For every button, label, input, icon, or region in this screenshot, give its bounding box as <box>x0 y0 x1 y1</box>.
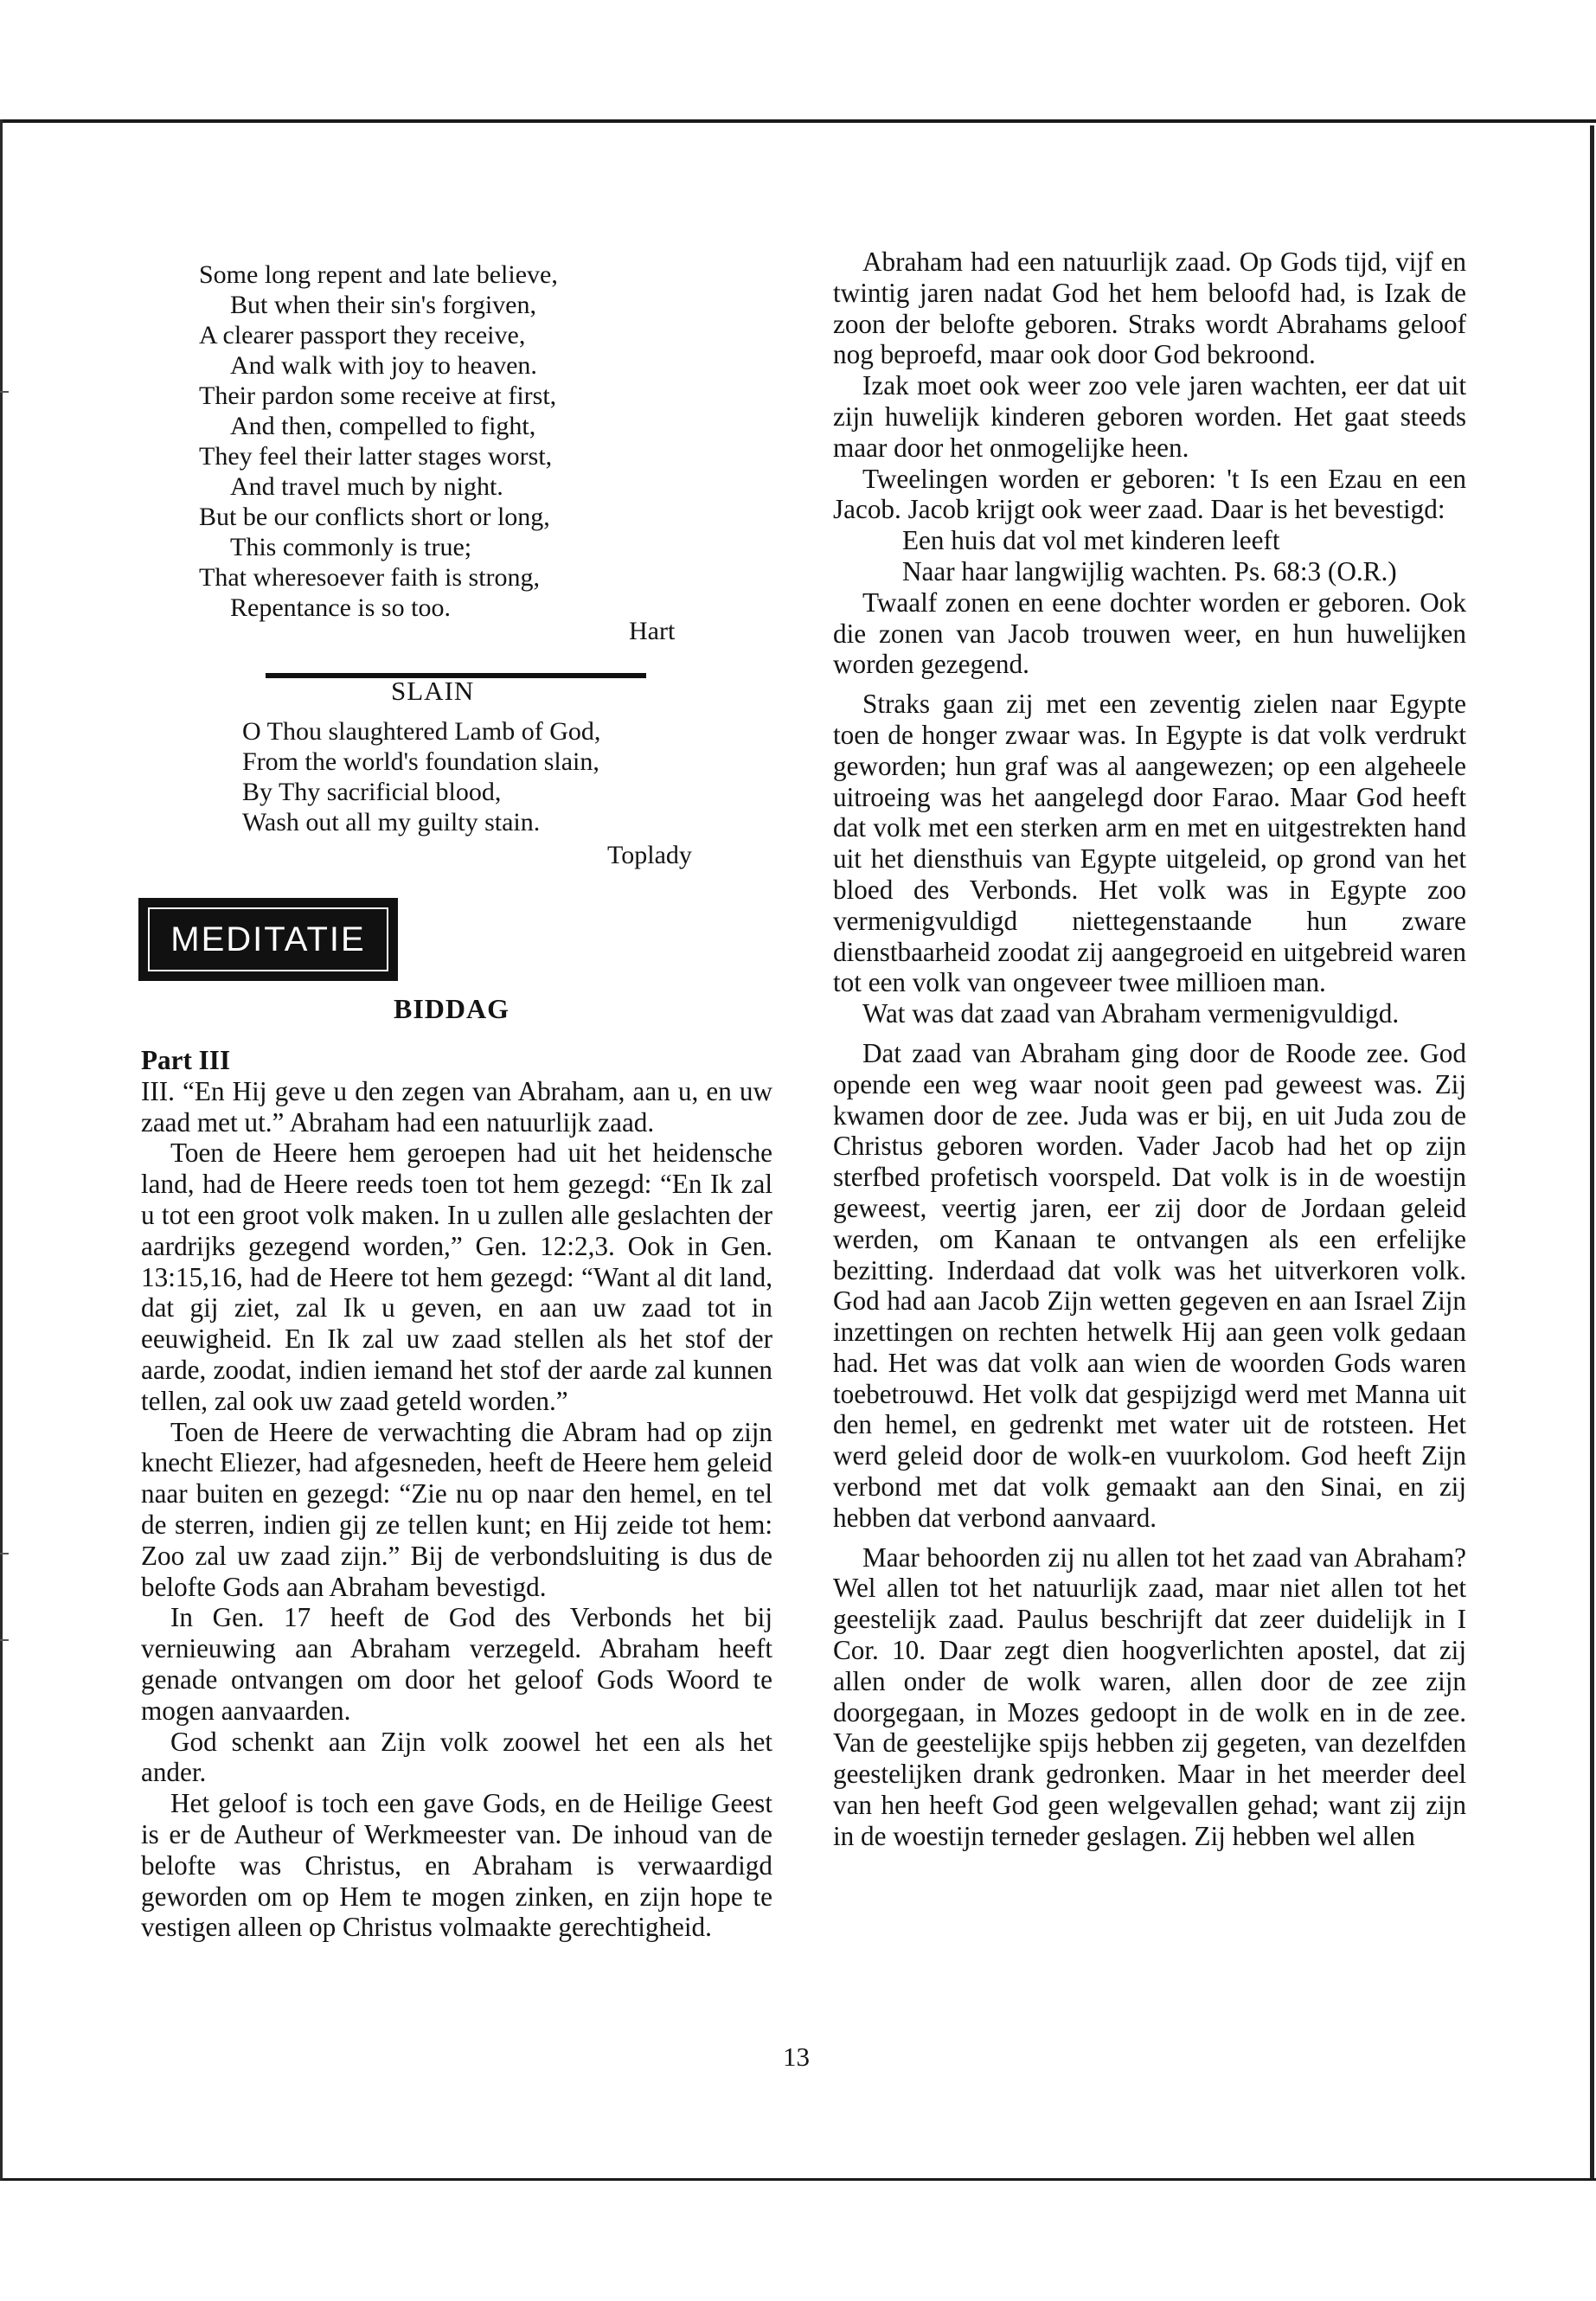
slain-title: SLAIN <box>391 676 475 706</box>
verse-line: Een huis dat vol met kinderen leeft <box>902 525 1280 556</box>
poem-line: Some long repent and late believe, <box>199 260 558 289</box>
poem-line: O Thou slaughtered Lamb of God, <box>242 717 601 746</box>
scan-border-left <box>0 119 3 2180</box>
scan-border-bottom <box>0 2178 1596 2181</box>
poem-line: A clearer passport they receive, <box>199 321 526 349</box>
paragraph: Toen de Heere hem geroepen had uit het heidensche land, had de Heere reeds toen tot hem gezegd: “En Ik zal u tot een groot volk maken. In u zullen alle geslachten der aardrijks gezegend worden,” Gen. 12:2,3. Ook in Gen. 13:15,16, had de Heere tot hem gezegd: “Want al dit land, dat gij ziet, zal Ik u geven, en aan uw zaad tot in eeuwigheid. En Ik zal uw zaad stellen als het stof der aarde, zoodat, indien iemand het stof der aarde zal kunnen tellen, zal ook uw zaad geteld worden.” <box>141 1138 772 1416</box>
poem-line: And travel much by night. <box>230 472 503 501</box>
poem-line: This commonly is true; <box>230 533 472 561</box>
poem-line: But when their sin's forgiven, <box>230 291 536 319</box>
poem-line: Wash out all my guilty stain. <box>242 808 541 836</box>
scan-mark <box>0 1553 9 1554</box>
poem-line: That wheresoever faith is strong, <box>199 563 541 592</box>
scan-border-top <box>0 119 1596 123</box>
paragraph: God schenkt aan Zijn volk zoowel het een als het ander. <box>141 1726 772 1788</box>
paragraph: Het geloof is toch een gave Gods, en de Heilige Geest is er de Autheur of Werkmeester van. De inhoud van de belofte was Christus, en Abraham is verwaardigd geworden om op Hem te mogen zinken, en zijn hope te vestigen alleen op Christus volmaakte gerechtigheid. <box>141 1788 772 1943</box>
verse-line: Naar haar langwijlig wachten. Ps. 68:3 (O.R.) <box>902 555 1397 586</box>
meditatie-badge <box>138 898 398 981</box>
section-heading: BIDDAG <box>394 993 510 1024</box>
paragraph: Izak moet ook weer zoo vele jaren wachten, eer dat uit zijn huwelijk kinderen geboren worden. Het gaat steeds maar door het onmogelijke heen. <box>833 370 1466 463</box>
left-column <box>141 1045 772 1943</box>
scan-border-right <box>1590 125 1594 2178</box>
paragraph: Toen de Heere de verwachting die Abram had op zijn knecht Eliezer, had afgesneden, heeft de Heere hem geleid naar buiten en gezegd: “Zie nu op naar den hemel, en tel de sterren, indien gij ze tellen kunt; en Hij zeide tot hem: Zoo zal uw zaad zijn.” Bij de verbondsluiting is dus de belofte Gods aan Abraham bevestigd. <box>141 1416 772 1602</box>
poem-line: And walk with joy to heaven. <box>230 351 537 380</box>
paragraph: Dat zaad van Abraham ging door de Roode zee. God opende een weg waar nooit geen pad geweest was. Zij kwamen door de zee. Juda was er bij, en uit Juda zou de Christus geboren worden. Vader Jacob had het op zijn sterfbed profetisch voorspeld. Dat volk is in de woestijn geweest, veertig jaren, eer zij door de Jordaan geleid werden, om Kanaan te ontvangen als een erfelijke bezitting. Inderdaad dat volk was het uitverkoren volk. God had aan Jacob Zijn wetten gegeven en aan Israel Zijn inzettingen on rechten hetwelk Hij aan geen volk gedaan had. Het was dat volk aan wien de woorden Gods waren toebetrouwd. Het volk dat gespijzigd werd met Manna uit den hemel, en gedrenkt met water uit de rotsteen. Het werd geleid door de wolk-en vuurkolom. God heeft Zijn verbond met dat volk gemaakt aan den Sinai, en zij hebben dat verbond aanvaard. <box>833 1037 1466 1533</box>
poem-line: They feel their latter stages worst, <box>199 442 553 471</box>
poem-line: By Thy sacrificial blood, <box>242 778 502 806</box>
poem-line: But be our conflicts short or long, <box>199 503 550 531</box>
poem-line: Repentance is so too. <box>230 593 451 622</box>
paragraph: III. “En Hij geve u den zegen van Abraham, aan u, en uw zaad met ut.” Abraham had een natuurlijk zaad. <box>141 1075 772 1138</box>
paragraph: Abraham had een natuurlijk zaad. Op Gods tijd, vijf en twintig jaren nadat God het hem beloofd had, is Izak de zoon der belofte geboren. Straks wordt Abrahams geloof nog beproefd, maar ook door God bekroond. <box>833 247 1466 370</box>
paragraph: Twaalf zonen en eene dochter worden er geboren. Ook die zonen van Jacob trouwen weer, en hun huwelijken worden gezegend. <box>833 586 1466 680</box>
poem-line: And then, compelled to fight, <box>230 412 536 440</box>
poem-author: Hart <box>629 617 676 645</box>
paragraph: Maar behoorden zij nu allen tot het zaad van Abraham? Wel allen tot het natuurlijk zaad, maar niet allen tot het geestelijk zaad. Paulus beschrijft dat zeer duidelijk in I Cor. 10. Daar zegt dien hoogverlichten apostel, dat zij allen onder de wolk waren, allen door de zee zijn doorgegaan, in Mozes gedoopt in de wolk en in de zee. Van de geestelijke spijs hebben zij gegeten, van dezelfden geestelijken drank gedronken. Maar in het meerder deel van hen heeft God geen welgevallen gehad; want zij zijn in de woestijn terneder geslagen. Zij hebben wel allen <box>833 1541 1466 1851</box>
paragraph: In Gen. 17 heeft de God des Verbonds het bij vernieuwing aan Abraham verzegeld. Abraham heeft genade ontvangen om door het geloof Gods Woord te mogen aanvaarden. <box>141 1602 772 1726</box>
slain-poem <box>242 716 600 837</box>
paragraph: Tweelingen worden er geboren: 't Is een Ezau en een Jacob. Jacob krijgt ook weer zaad. Daar is het bevestigd: <box>833 463 1466 525</box>
scan-mark <box>0 391 9 393</box>
paragraph: Wat was dat zaad van Abraham vermenigvuldigd. <box>862 998 1400 1029</box>
slain-author: Toplady <box>607 841 692 869</box>
badge-label: MEDITATIE <box>170 920 366 958</box>
poem-line: Their pardon some receive at first, <box>199 381 557 410</box>
scan-mark <box>0 1639 9 1641</box>
right-column <box>833 247 1466 1852</box>
poem-hart <box>199 260 718 645</box>
paragraph: Straks gaan zij met een zeventig zielen naar Egypte toen de honger zwaar was. In Egypte is dat volk verdrukt geworden; hun graf was al aangewezen; op een algeheele uitroeing was het aangelegd door Farao. Maar God heeft dat volk met een sterken arm en met en uitgestrekten hand uit het diensthuis van Egypte uitgeleid, op grond van het bloed des Verbonds. Het volk was in Egypte zoo vermenigvuldigd niettegenstaande hun zware dienstbaarheid zoodat zij aangegroeid en uitgebreid waren tot een volk van ongeveer twee millioen man. <box>833 689 1466 998</box>
part-label: Part III <box>141 1045 231 1075</box>
page-number: 13 <box>783 2041 810 2072</box>
poem-line: From the world's foundation slain, <box>242 747 599 776</box>
